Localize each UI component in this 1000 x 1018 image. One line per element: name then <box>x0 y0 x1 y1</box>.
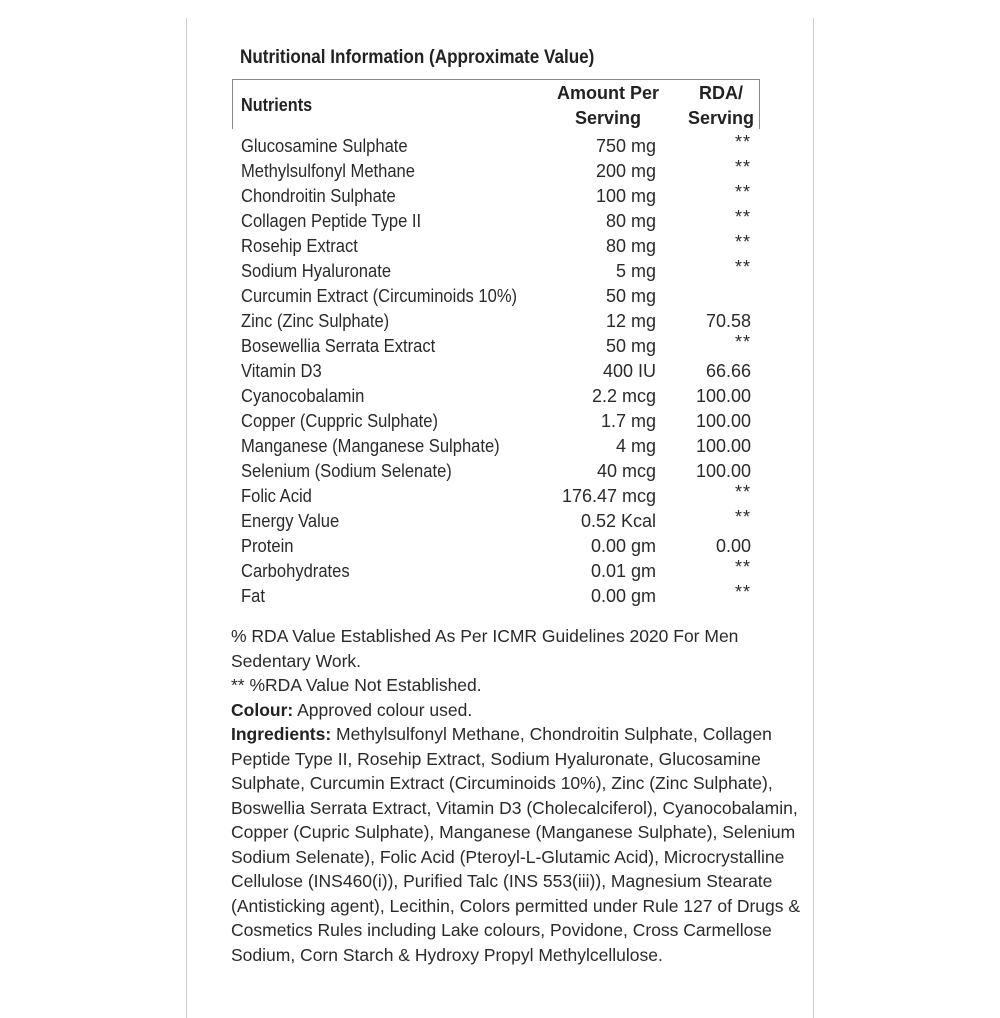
nutrient-rda: ** <box>734 482 751 502</box>
nutrient-amount: 50 mg <box>605 336 656 356</box>
nutrient-amount: 400 IU <box>602 361 656 381</box>
table-row <box>0 184 1000 209</box>
nutrient-name: Energy Value <box>241 511 340 531</box>
nutrient-amount: 0.01 gm <box>590 561 656 581</box>
table-row <box>0 234 1000 259</box>
nutrient-rda: ** <box>734 157 751 177</box>
nutrient-name: Fat <box>241 586 265 606</box>
nutrient-name: Chondroitin Sulphate <box>241 186 396 206</box>
table-row <box>0 459 1000 484</box>
nutrient-table-body <box>0 134 1000 609</box>
nutrient-amount: 100 mg <box>595 186 656 206</box>
nutrient-name: Folic Acid <box>241 486 312 506</box>
header-rda-per-serving: RDA/ Serving <box>687 83 755 128</box>
nutrient-amount: 40 mcg <box>596 461 656 481</box>
nutrient-rda: 0.00 <box>715 536 751 556</box>
nutrient-amount: 80 mg <box>605 211 656 231</box>
ingredients-label: Ingredients: <box>231 724 332 744</box>
nutrient-rda: ** <box>734 182 751 202</box>
nutrient-name: Copper (Cuppric Sulphate) <box>241 411 438 431</box>
rda-not-established-note: ** %RDA Value Not Established. <box>231 675 482 695</box>
ingredients-text: Methylsulfonyl Methane, Chondroitin Sulphate, Collagen Peptide Type II, Rosehip Extract, Sodium Hyaluronate, Glucosamine Sulphate, Curcumin Extract (Circuminoids 10%), Zinc (Zinc Sulphate), Boswellia Serrata Extract, Vitamin D3 (Cholecalciferol), Cyanocobalamin, Copper (Cupric Sulphate), Manganese (Manganese Sulphate), Selenium Sodium Selenate), Folic Acid (Pteroyl-L-Glutamic Acid), Microcrystalline Cellulose (INS460(i)), Purified Talc (INS 553(iii)), Magnesium Stearate (Antisticking agent), Lecithin, Colors permitted under Rule 127 of Drugs & Cosmetics Rules including Lake colours, Povidone, Cross Carmellose Sodium, Corn Starch & Hydroxy Propyl Methylcellulose. <box>231 724 801 965</box>
table-row <box>0 159 1000 184</box>
nutrient-rda: 100.00 <box>695 461 751 481</box>
table-row <box>0 334 1000 359</box>
nutrient-rda: ** <box>734 507 751 527</box>
nutrient-amount: 80 mg <box>605 236 656 256</box>
nutrient-name: Selenium (Sodium Selenate) <box>241 461 452 481</box>
colour-text: Approved colour used. <box>293 699 473 720</box>
nutrient-rda: ** <box>734 557 751 577</box>
table-row <box>0 284 1000 309</box>
table-row <box>0 384 1000 409</box>
nutrient-amount: 1.7 mg <box>600 411 656 431</box>
nutrient-name: Bosewellia Serrata Extract <box>241 336 436 356</box>
page-title: Nutritional Information (Approximate Value) <box>240 47 595 68</box>
nutrient-name: Rosehip Extract <box>241 236 358 256</box>
nutrient-name: Zinc (Zinc Sulphate) <box>241 311 390 331</box>
table-row <box>0 259 1000 284</box>
nutrient-amount: 750 mg <box>595 136 656 156</box>
nutrient-rda: 66.66 <box>705 361 751 381</box>
nutrient-rda: ** <box>734 257 751 277</box>
nutrient-amount: 5 mg <box>615 261 656 281</box>
table-row <box>0 359 1000 384</box>
nutrient-amount: 176.47 mcg <box>561 486 656 506</box>
header-amount-per-serving: Amount Per Serving <box>556 83 659 128</box>
nutrient-amount: 2.2 mcg <box>591 386 656 406</box>
nutrient-name: Protein <box>241 536 294 556</box>
nutrient-amount: 200 mg <box>595 161 656 181</box>
table-row <box>0 409 1000 434</box>
nutrient-rda: 100.00 <box>695 386 751 406</box>
nutrient-name: Manganese (Manganese Sulphate) <box>241 436 500 456</box>
table-row <box>0 134 1000 159</box>
nutrient-rda: ** <box>734 582 751 602</box>
nutrient-rda: 70.58 <box>705 311 751 331</box>
colour-note <box>231 698 801 723</box>
nutrient-rda: ** <box>734 207 751 227</box>
nutrient-name: Carbohydrates <box>241 561 350 581</box>
nutrient-name: Cyanocobalamin <box>241 386 365 406</box>
nutrient-rda: ** <box>734 332 751 352</box>
nutrient-rda: 100.00 <box>695 411 751 431</box>
nutrient-name: Curcumin Extract (Circuminoids 10%) <box>241 286 518 306</box>
nutrient-name: Sodium Hyaluronate <box>241 261 392 281</box>
nutrient-amount: 50 mg <box>605 286 656 306</box>
nutrient-amount: 0.52 Kcal <box>580 511 656 531</box>
header-nutrients: Nutrients <box>241 95 313 115</box>
nutrient-name: Collagen Peptide Type II <box>241 211 422 231</box>
nutrient-name: Methylsulfonyl Methane <box>241 161 415 181</box>
ingredients-note <box>231 722 801 967</box>
nutrient-name: Vitamin D3 <box>241 361 322 381</box>
nutrient-amount: 12 mg <box>605 311 656 331</box>
table-row <box>0 559 1000 584</box>
nutrient-rda: 100.00 <box>695 436 751 456</box>
table-row <box>0 484 1000 509</box>
table-row <box>0 509 1000 534</box>
nutrient-rda: ** <box>734 132 751 152</box>
nutrient-amount: 4 mg <box>615 436 656 456</box>
nutrient-amount: 0.00 gm <box>590 536 656 556</box>
nutrient-name: Glucosamine Sulphate <box>241 136 408 156</box>
nutrient-rda: ** <box>734 232 751 252</box>
table-row <box>0 309 1000 334</box>
table-row <box>0 534 1000 559</box>
label-notes <box>231 624 801 967</box>
table-row <box>0 584 1000 609</box>
colour-label: Colour: <box>231 699 294 720</box>
nutrient-amount: 0.00 gm <box>590 586 656 606</box>
table-row <box>0 434 1000 459</box>
table-row <box>0 209 1000 234</box>
rda-basis-note: % RDA Value Established As Per ICMR Guidelines 2020 For Men Sedentary Work. <box>231 626 739 671</box>
